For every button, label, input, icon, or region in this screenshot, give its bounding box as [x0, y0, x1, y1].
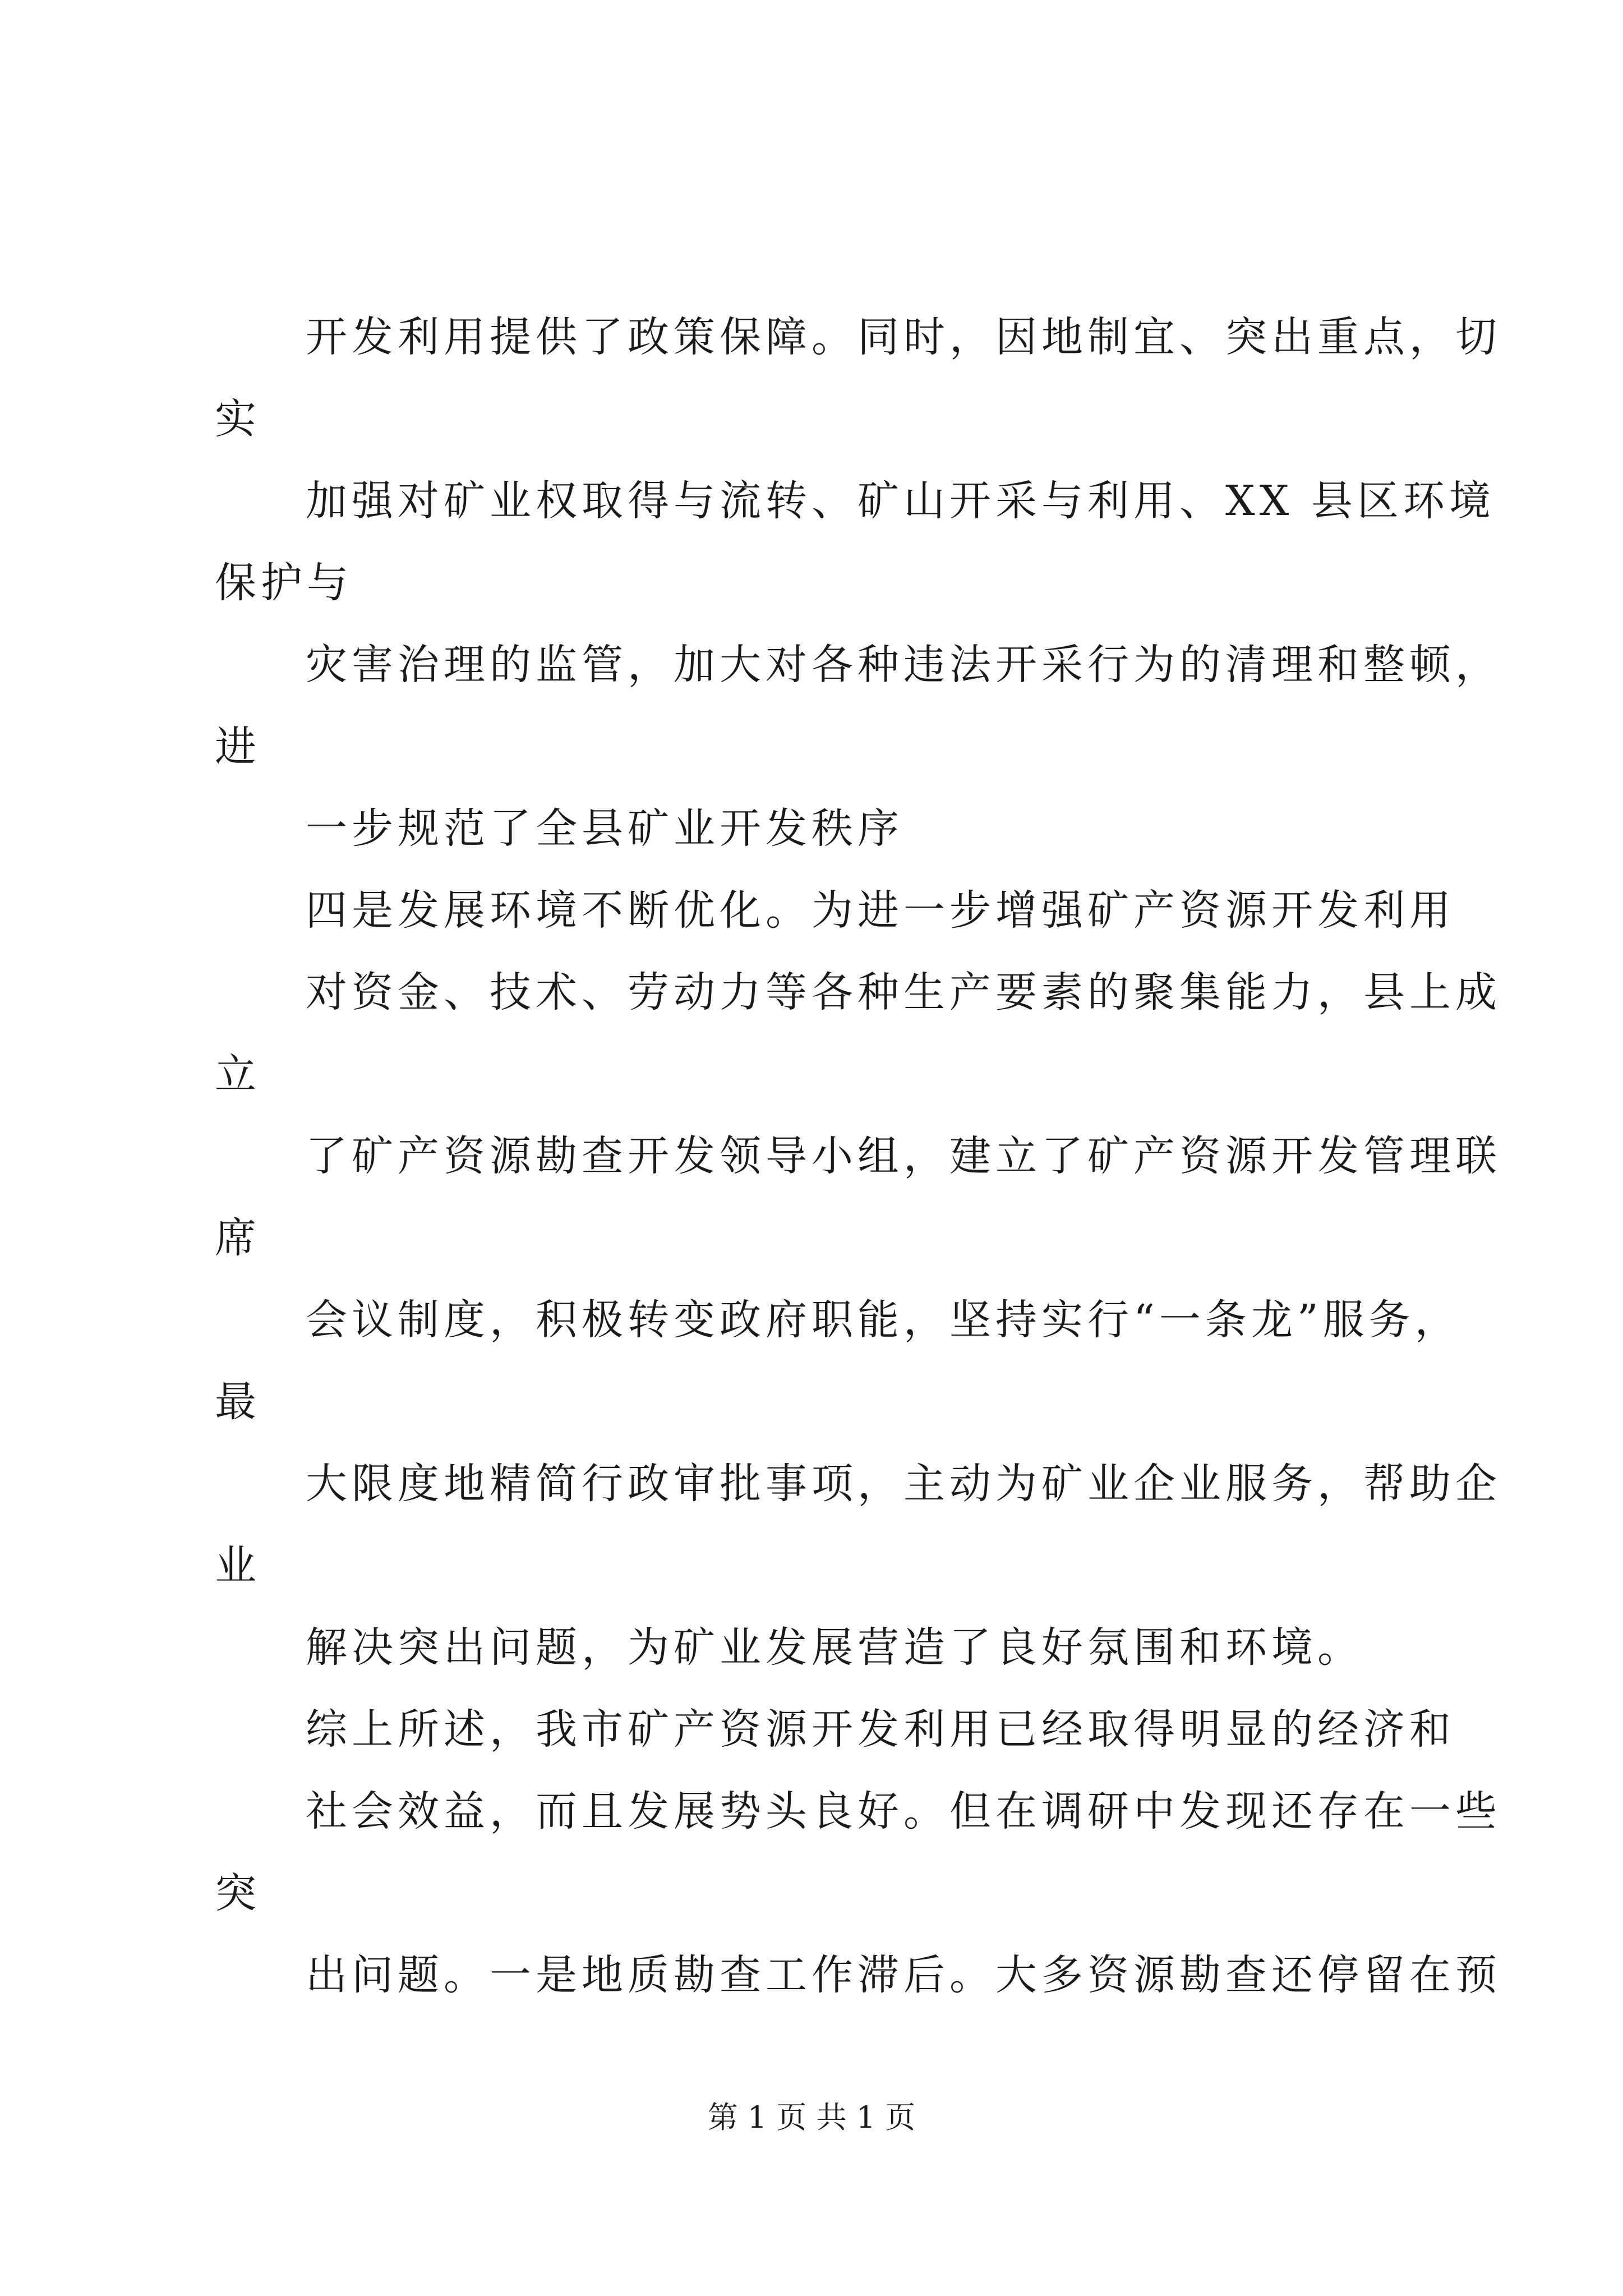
text-line: 社会效益，而且发展势头良好。但在调研中发现还存在一些 — [306, 1787, 1501, 1835]
text-line: 对资金、技术、劳动力等各种生产要素的聚集能力，县上成 — [306, 968, 1501, 1016]
text-line: 加强对矿业权取得与流转、矿山开采与利用、XX 县区环境 — [306, 477, 1495, 525]
text-line: 进 — [215, 723, 261, 771]
text-line: 灾害治理的监管，加大对各种违法开采行为的清理和整顿， — [306, 641, 1501, 689]
text-line: 一步规范了全县矿业开发秩序 — [306, 804, 903, 853]
text-line: 突 — [215, 1869, 261, 1917]
text-line: 立 — [215, 1050, 261, 1098]
text-line: 会议制度，积极转变政府职能，坚持实行“一条龙”服务， — [306, 1296, 1461, 1344]
text-line: 大限度地精简行政审批事项，主动为矿业企业服务，帮助企 — [306, 1460, 1501, 1508]
text-line: 解决突出问题，为矿业发展营造了良好氛围和环境。 — [306, 1623, 1363, 1672]
text-line: 四是发展环境不断优化。为进一步增强矿产资源开发利用 — [306, 886, 1455, 935]
text-line: 保护与 — [215, 559, 353, 607]
text-line: 综上所述，我市矿产资源开发利用已经取得明显的经济和 — [306, 1705, 1455, 1754]
text-line: 出问题。一是地质勘查工作滞后。大多资源勘查还停留在预 — [306, 1951, 1501, 1999]
page-footer: 第 1 页 共 1 页 — [707, 2100, 916, 2135]
text-line: 开发利用提供了政策保障。同时，因地制宜、突出重点，切 — [306, 313, 1501, 361]
text-line: 最 — [215, 1378, 261, 1426]
text-line: 了矿产资源勘查开发领导小组，建立了矿产资源开发管理联 — [306, 1132, 1501, 1180]
text-line: 实 — [215, 395, 261, 443]
text-line: 席 — [215, 1214, 261, 1262]
text-line: 业 — [215, 1542, 261, 1590]
